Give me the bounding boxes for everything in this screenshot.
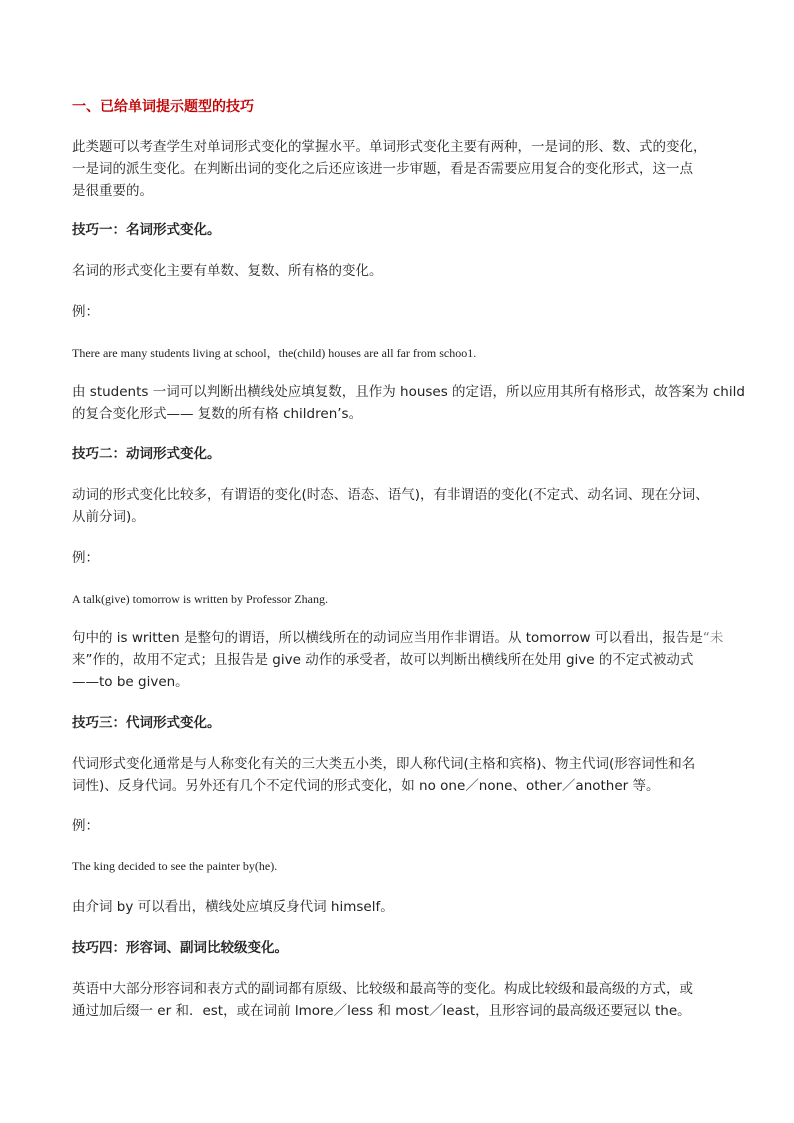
tip2-heading: 技巧二：动词形式变化。: [72, 446, 221, 462]
tip2-explanation-quote: “未: [702, 630, 724, 646]
intro-line: 是很重要的。: [72, 183, 153, 199]
intro-line: 一是词的派生变化。在判断出词的变化之后还应该进一步审题，看是否需要应用复合的变化形式，这一点: [72, 161, 693, 177]
tip3-example: The king decided to see the painter by(he).: [72, 859, 278, 873]
tip3-heading: 技巧三：代词形式变化。: [72, 715, 221, 731]
intro-paragraph: [72, 136, 732, 202]
tip1-explanation: [72, 381, 745, 425]
tip2-explanation: [72, 627, 732, 693]
tip1-description: 名词的形式变化主要有单数、复数、所有格的变化。: [72, 263, 383, 279]
tip4-description-line: 英语中大部分形容词和表方式的副词都有原级、比较级和最高等的变化。构成比较级和最高级的方式，或: [72, 981, 693, 997]
tip3-description: [72, 753, 732, 797]
tip4-description: [72, 978, 732, 1022]
tip4-description-line: 通过加后缀一 er 和．est，或在词前 lmore／less 和 most／least，且形容词的最高级还要冠以 the。: [72, 1003, 691, 1019]
tip2-example: A talk(give) tomorrow is written by Professor Zhang.: [72, 592, 328, 606]
tip2-explanation-line: 来”作的，故用不定式；且报告是 give 动作的承受者，故可以判断出横线所在处用 give 的不定式被动式: [72, 652, 694, 668]
tip3-explanation: 由介词 by 可以看出，横线处应填反身代词 himself。: [72, 899, 394, 915]
tip2-explanation-line: ——to be given。: [72, 674, 189, 690]
tip1-example: There are many students living at school，the(child) houses are all far from schoo1.: [72, 346, 477, 360]
tip2-description-line: 动词的形式变化比较多，有谓语的变化(时态、语态、语气)，有非谓语的变化(不定式、动名词、现在分词、: [72, 487, 709, 503]
section-title: 一、已给单词提示题型的技巧: [72, 99, 254, 115]
tip1-explanation-line: 的复合变化形式—— 复数的所有格 children’s。: [72, 406, 363, 422]
tip3-description-line: 代词形式变化通常是与人称变化有关的三大类五小类，即人称代词(主格和宾格)、物主代词(形容词性和名: [72, 756, 696, 772]
tip2-description: [72, 484, 732, 528]
tip2-explanation-text: 句中的 is written 是整句的谓语，所以横线所在的动词应当用作非谓语。从 tomorrow 可以看出，报告是: [72, 630, 703, 646]
tip1-heading: 技巧一：名词形式变化。: [72, 222, 221, 238]
tip2-explanation-line: [72, 627, 732, 649]
tip1-example-label: 例：: [72, 304, 99, 320]
tip2-example-label: 例：: [72, 550, 99, 566]
tip3-example-label: 例：: [72, 818, 99, 834]
tip3-description-line: 词性)、反身代词。另外还有几个不定代词的形式变化，如 no one／none、other／another 等。: [72, 778, 660, 794]
tip1-explanation-line: 由 students 一词可以判断出横线处应填复数，且作为 houses 的定语，所以应用其所有格形式，故答案为 child: [72, 384, 745, 400]
tip4-heading: 技巧四：形容词、副词比较级变化。: [72, 940, 288, 956]
tip2-description-line: 从前分词)。: [72, 509, 145, 525]
intro-line: 此类题可以考查学生对单词形式变化的掌握水平。单词形式变化主要有两种，一是词的形、数、式的变化，: [72, 139, 707, 155]
